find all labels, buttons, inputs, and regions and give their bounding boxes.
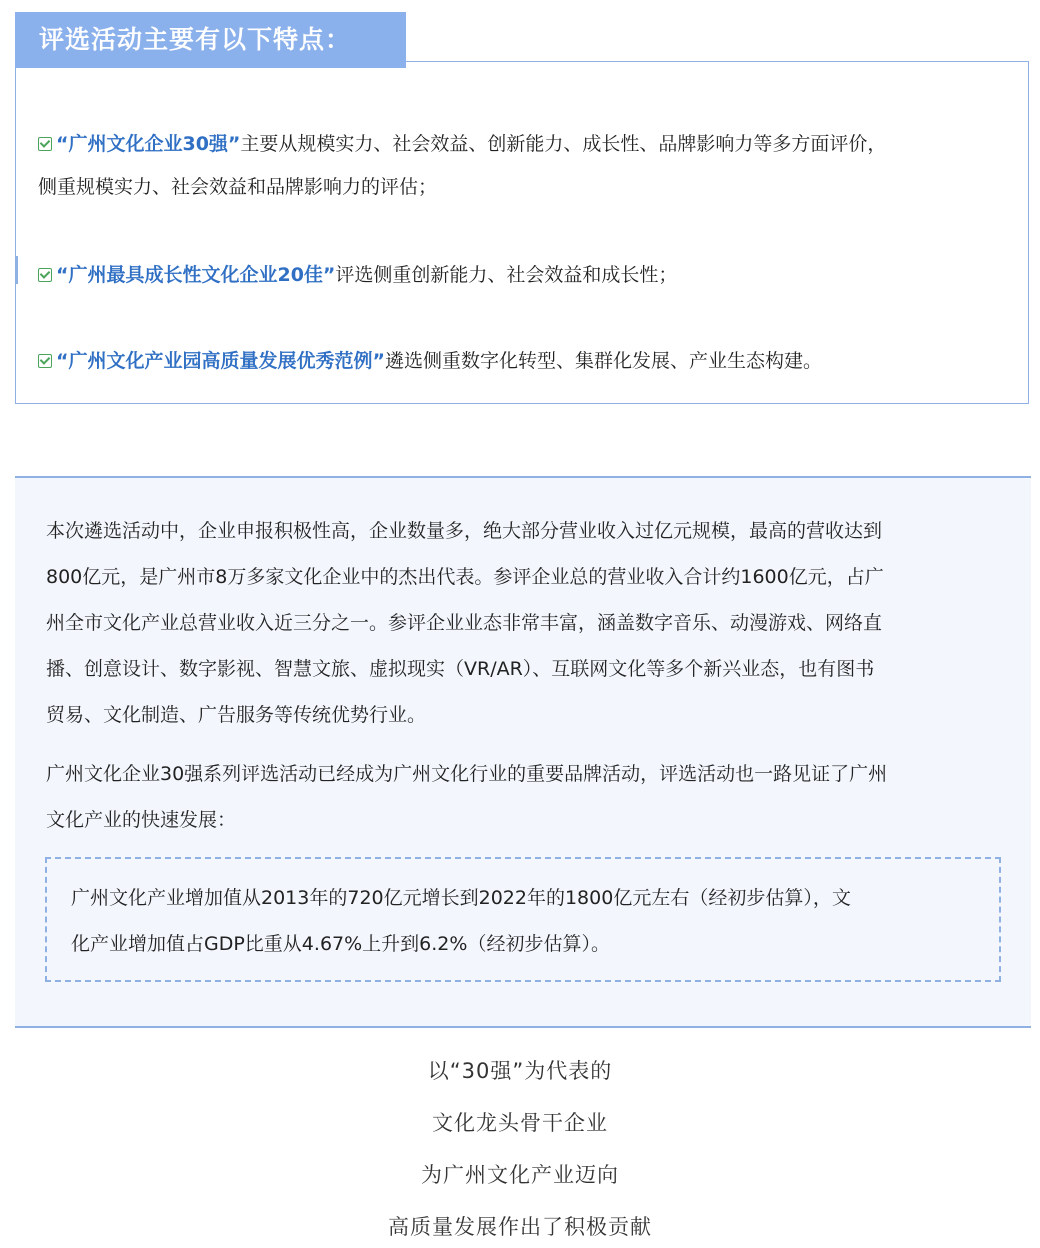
paragraph-line: 贸易、文化制造、广告服务等传统优势行业。 xyxy=(46,704,427,726)
paragraph-line: 播、创意设计、数字影视、智慧文旅、虚拟现实（VR/AR）、互联网文化等多个新兴业态，也有图书 xyxy=(46,658,875,680)
feature-bar xyxy=(15,256,18,284)
note-box xyxy=(45,857,1001,982)
feature-highlight: “广州文化企业30强” xyxy=(56,133,241,155)
feature-item-industrial-park xyxy=(38,340,1013,383)
checkbox-checked-icon xyxy=(38,268,52,282)
closing-line: 文化龙头骨干企业 xyxy=(432,1111,608,1135)
closing-line: 为广州文化产业迈向 xyxy=(421,1163,619,1187)
paragraph-line: 广州文化企业30强系列评选活动已经成为广州文化行业的重要品牌活动，评选活动也一路见证了广州 xyxy=(46,763,888,785)
paragraph-line: 文化产业的快速发展： xyxy=(46,809,237,831)
feature-text-continued: 侧重规模实力、社会效益和品牌影响力的评估； xyxy=(38,176,438,198)
checkbox-checked-icon xyxy=(38,137,52,151)
feature-highlight: “广州文化产业园高质量发展优秀范例” xyxy=(56,350,385,372)
note-line: 广州文化产业增加值从2013年的720亿元增长到2022年的1800亿元左右（经初步估算），文 xyxy=(71,887,851,909)
feature-item-20-best xyxy=(38,254,1013,297)
feature-text: 评选侧重创新能力、社会效益和成长性； xyxy=(335,264,678,286)
note-line: 化产业增加值占GDP比重从4.67%上升到6.2%（经初步估算）。 xyxy=(71,933,610,955)
checkbox-checked-icon xyxy=(38,354,52,368)
closing-line: 以“30强”为代表的 xyxy=(427,1059,613,1083)
closing-line: 高质量发展作出了积极贡献 xyxy=(388,1215,652,1239)
note-text xyxy=(71,875,986,967)
info-paragraph-2 xyxy=(46,751,1004,843)
paragraph-line: 本次遴选活动中，企业申报积极性高，企业数量多，绝大部分营业收入过亿元规模，最高的营收达到 xyxy=(46,520,883,542)
paragraph-line: 州全市文化产业总营业收入近三分之一。参评企业业态非常丰富，涵盖数字音乐、动漫游戏、网络直 xyxy=(46,612,883,634)
features-title: 评选活动主要有以下特点： xyxy=(15,12,406,68)
paragraph-line: 800亿元，是广州市8万多家文化企业中的杰出代表。参评企业总的营业收入合计约1600亿元，占广 xyxy=(46,566,884,588)
feature-text: 遴选侧重数字化转型、集群化发展、产业生态构建。 xyxy=(384,350,822,372)
feature-text: 主要从规模实力、社会效益、创新能力、成长性、品牌影响力等多方面评价， xyxy=(240,133,887,155)
info-paragraph-1 xyxy=(46,508,1004,738)
feature-highlight: “广州最具成长性文化企业20佳” xyxy=(56,264,336,286)
feature-item-30-strong xyxy=(38,123,1013,209)
